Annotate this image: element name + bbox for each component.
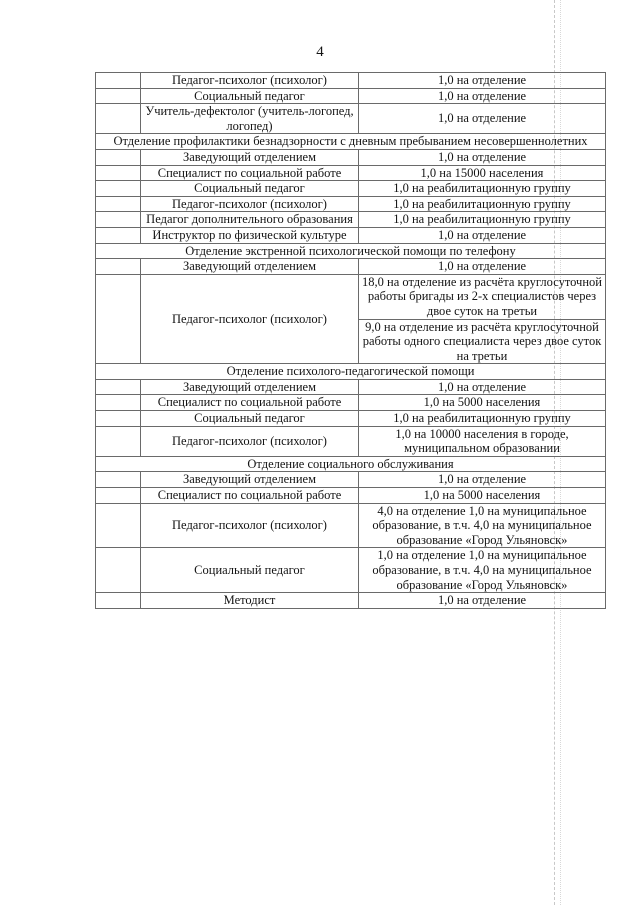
table-row [96, 274, 606, 319]
norm-cell: 1,0 на реабилитационную группу [359, 181, 606, 197]
norm-cell: 1,0 на отделение [359, 149, 606, 165]
section-title: Отделение экстренной психологической помощи по телефону [96, 243, 606, 259]
norm-cell: 1,0 на отделение 1,0 на муниципальное образование, в т.ч. 4,0 на муниципальное образование «Город Ульяновск» [359, 548, 606, 593]
section-title: Отделение психолого-педагогической помощи [96, 364, 606, 380]
table-row [96, 548, 606, 593]
section-header-row [96, 134, 606, 150]
norm-cell: 18,0 на отделение из расчёта круглосуточной работы бригады из 2-х специалистов через двое суток на третьи [359, 274, 606, 319]
position-cell: Заведующий отделением [141, 259, 359, 275]
position-cell: Педагог-психолог (психолог) [141, 196, 359, 212]
table-row [96, 165, 606, 181]
staffing-table [95, 72, 606, 609]
table-row [96, 379, 606, 395]
table-row [96, 503, 606, 548]
table-row [96, 593, 606, 609]
norm-cell: 1,0 на реабилитационную группу [359, 411, 606, 427]
section-title: Отделение социального обслуживания [96, 456, 606, 472]
position-cell: Педагог-психолог (психолог) [141, 73, 359, 89]
section-header-row [96, 243, 606, 259]
position-cell: Специалист по социальной работе [141, 488, 359, 504]
section-header-row [96, 364, 606, 380]
position-cell: Заведующий отделением [141, 379, 359, 395]
norm-cell: 1,0 на отделение [359, 472, 606, 488]
table-row [96, 227, 606, 243]
position-cell: Социальный педагог [141, 88, 359, 104]
norm-cell: 1,0 на отделение [359, 104, 606, 134]
norm-cell: 4,0 на отделение 1,0 на муниципальное образование, в т.ч. 4,0 на муниципальное образование «Город Ульяновск» [359, 503, 606, 548]
norm-cell: 1,0 на отделение [359, 227, 606, 243]
section-header-row [96, 456, 606, 472]
position-cell: Социальный педагог [141, 548, 359, 593]
position-cell: Педагог-психолог (психолог) [141, 274, 359, 364]
position-cell: Социальный педагог [141, 411, 359, 427]
table-row [96, 488, 606, 504]
table-row [96, 212, 606, 228]
table-row [96, 88, 606, 104]
norm-cell: 1,0 на отделение [359, 379, 606, 395]
table-row [96, 426, 606, 456]
norm-cell: 1,0 на отделение [359, 73, 606, 89]
position-cell: Инструктор по физической культуре [141, 227, 359, 243]
position-cell: Педагог-психолог (психолог) [141, 503, 359, 548]
position-cell: Специалист по социальной работе [141, 395, 359, 411]
norm-cell: 1,0 на реабилитационную группу [359, 196, 606, 212]
table-row [96, 259, 606, 275]
norm-cell: 1,0 на отделение [359, 593, 606, 609]
norm-cell: 1,0 на 5000 населения [359, 395, 606, 411]
table-row [96, 411, 606, 427]
position-cell: Социальный педагог [141, 181, 359, 197]
table-row [96, 472, 606, 488]
table-row [96, 181, 606, 197]
table-row [96, 395, 606, 411]
table-row [96, 73, 606, 89]
position-cell: Учитель-дефектолог (учитель-логопед, логопед) [141, 104, 359, 134]
table-row [96, 196, 606, 212]
norm-cell: 1,0 на отделение [359, 259, 606, 275]
norm-cell: 1,0 на 10000 населения в городе, муниципальном образовании [359, 426, 606, 456]
page-number: 4 [316, 44, 324, 60]
position-cell: Методист [141, 593, 359, 609]
norm-cell: 1,0 на реабилитационную группу [359, 212, 606, 228]
norm-cell: 1,0 на 5000 населения [359, 488, 606, 504]
norm-cell: 1,0 на отделение [359, 88, 606, 104]
position-cell: Заведующий отделением [141, 149, 359, 165]
table-row [96, 149, 606, 165]
position-cell: Педагог дополнительного образования [141, 212, 359, 228]
norm-cell: 9,0 на отделение из расчёта круглосуточной работы одного специалиста через двое суток на третьи [359, 319, 606, 364]
section-title: Отделение профилактики безнадзорности с дневным пребыванием несовершеннолетних [96, 134, 606, 150]
position-cell: Педагог-психолог (психолог) [141, 426, 359, 456]
norm-cell: 1,0 на 15000 населения [359, 165, 606, 181]
table-row [96, 104, 606, 134]
position-cell: Специалист по социальной работе [141, 165, 359, 181]
position-cell: Заведующий отделением [141, 472, 359, 488]
